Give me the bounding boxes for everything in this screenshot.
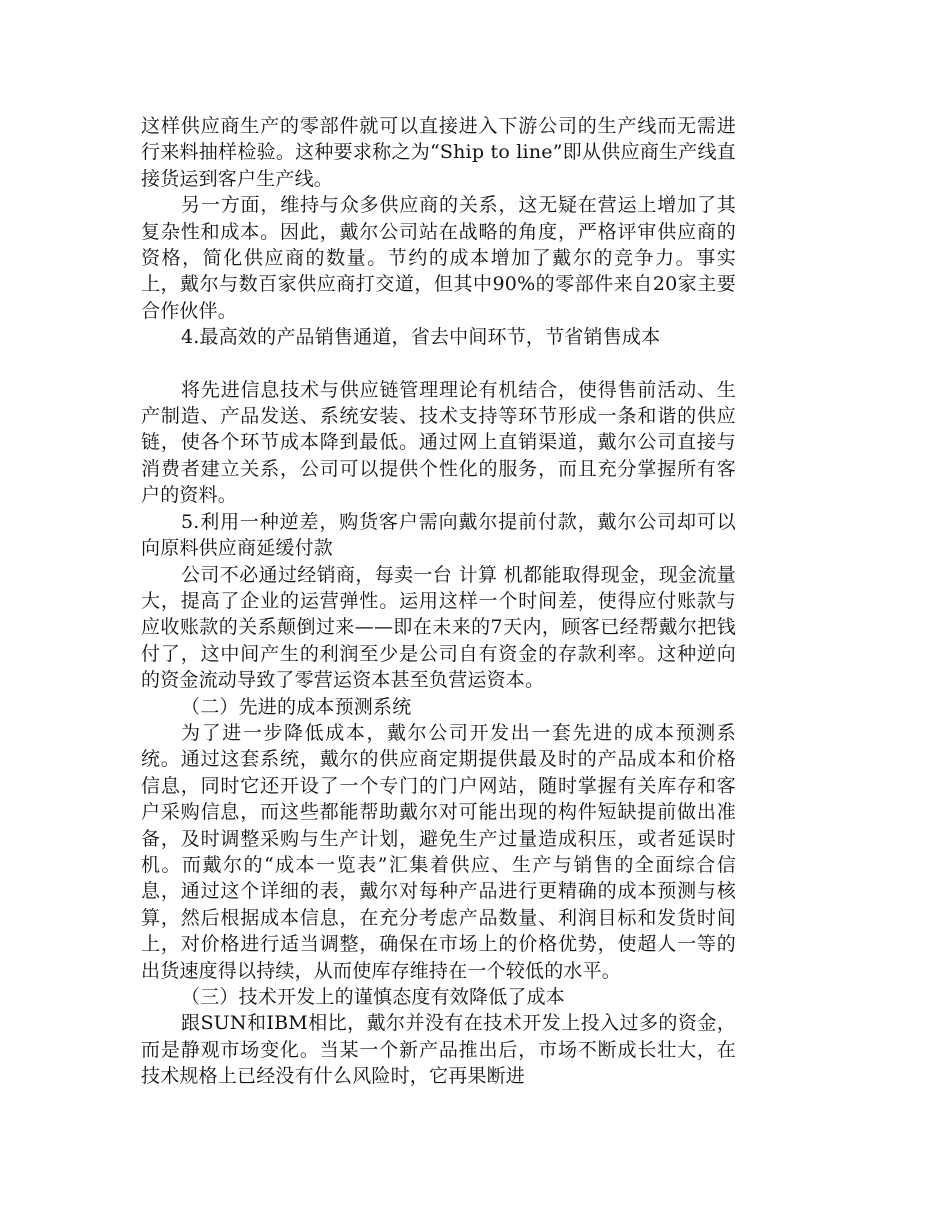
heading-cautious-tech-development: （三）技术开发上的谨慎态度有效降低了成本 [181,986,566,1008]
paragraph-tech-development: 跟SUN和IBM相比，戴尔并没有在技术开发上投入过多的资金，而是静观市场变化。当某一个新产品推出后，市场不断成长壮大，在技术规格上已经没有什么风险时，它再果断进 [141,1012,736,1088]
paragraph-cost-forecast: 为了进一步降低成本，戴尔公司开发出一套先进的成本预测系统。通过这套系统，戴尔的供应商定期提供最及时的产品成本和价格信息，同时它还开设了一个专门的门户网站，随时掌握有关库存和客户采购信息，而这些都能帮助戴尔对可能出现的构件短缺提前做出准备，及时调整采购与生产计划，避免生产过量造成积压，或者延误时机。而戴尔的“成本一览表”汇集着供应、生产与销售的全面综合信息，通过这个详细的表，戴尔对每种产品进行更精确的成本预测与核算，然后根据成本信息，在充分考虑产品数量、利润目标和发货时间上，对价格进行适当调整，确保在市场上的价格优势，使超人一等的出货速度得以持续，从而使库存维持在一个较低的水平。 [141,721,736,982]
paragraph-ship-to-line: 这样供应商生产的零部件就可以直接进入下游公司的生产线而无需进行来料抽样检验。这种要求称之为“Ship to line”即从供应商生产线直接货运到客户生产线。 [141,115,736,190]
paragraph-direct-sales: 将先进信息技术与供应链管理理论有机结合，使得售前活动、生产制造、产品发送、系统安装、技术支持等环节形成一条和谐的供应链，使各个环节成本降到最低。通过网上直销渠道，戴尔公司直接与消费者建立关系，公司可以提供个性化的服务，而且充分掌握所有客户的资料。 [141,378,736,507]
paragraph-supplier-relationship: 另一方面，维持与众多供应商的关系，这无疑在营运上增加了其复杂性和成本。因此，戴尔公司站在战略的角度，严格评审供应商的资格，简化供应商的数量。节约的成本增加了戴尔的竞争力。事实上，戴尔与数百家供应商打交道，但其中90%的零部件来自20家主要合作伙伴。 [141,194,736,322]
paragraph-cash-flow: 公司不必通过经销商，每卖一台 计算 机都能取得现金，现金流量大，提高了企业的运营弹性。运用这样一个时间差，使得应付账款与应收账款的关系颠倒过来——即在未来的7天内，顾客已经帮戴尔把钱付了，这中间产生的利润至少是公司自有资金的存款利率。这种逆向的资金流动导致了零营运资本甚至负营运资本。 [141,563,736,692]
heading-payment-gap: 5.利用一种逆差，购货客户需向戴尔提前付款，戴尔公司却可以向原料供应商延缓付款 [141,510,736,560]
heading-cost-forecast-system: （二）先进的成本预测系统 [181,695,412,718]
heading-sales-channel: 4.最高效的产品销售通道，省去中间环节，节省销售成本 [181,326,661,349]
document-body [141,113,736,1090]
